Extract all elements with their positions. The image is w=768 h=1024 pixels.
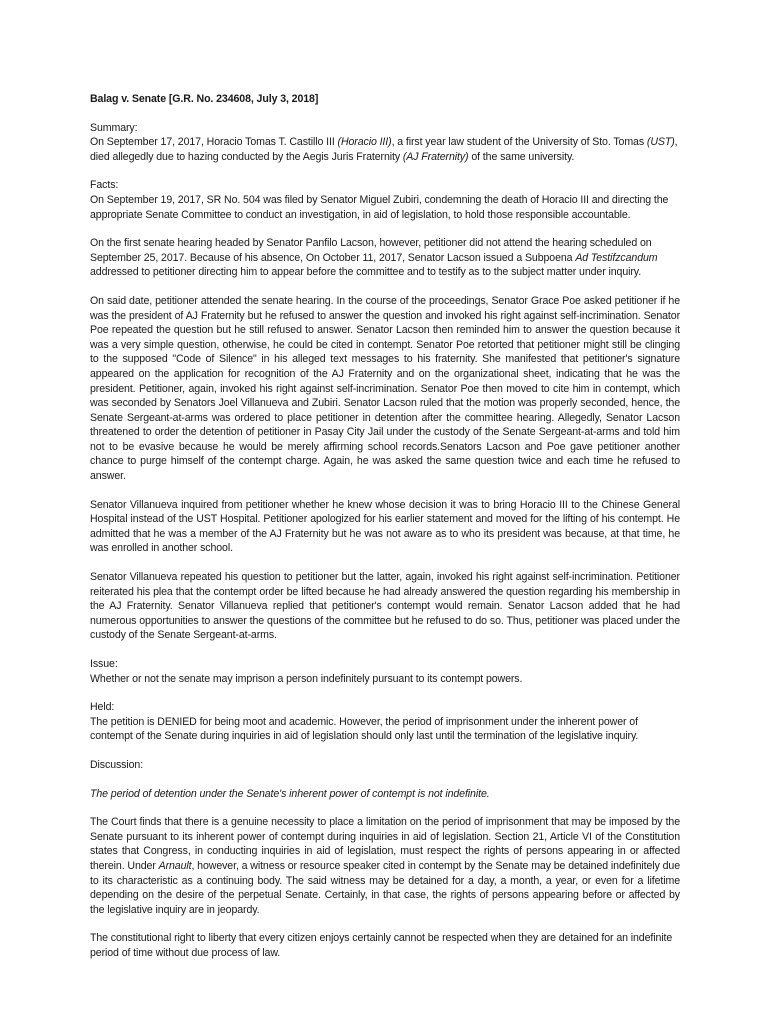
facts-section bbox=[90, 178, 680, 222]
facts-label: Facts: bbox=[90, 179, 119, 192]
summary-section bbox=[90, 121, 680, 165]
discussion-heading-italic: The period of detention under the Senate's inherent power of contempt is not indefinite. bbox=[90, 787, 490, 800]
facts-paragraph-2 bbox=[90, 236, 680, 280]
summary-label: Summary: bbox=[90, 121, 138, 134]
summary-text-part: of the same university. bbox=[468, 150, 575, 163]
discussion-p1-part: The Court finds that there is a genuine necessity to place a limitation on the period of imprisonment that may be imposed by the Senate pursuant to its inherent power of contempt during inquiries in aid of legislation. Section 21, Article VI of the Constitution states that Congress, in conducting inquiries in aid of legislation, must respect the rights of persons appearing in or affected therein. Under bbox=[90, 816, 680, 872]
held-label: Held: bbox=[90, 701, 115, 714]
held-section bbox=[90, 700, 680, 744]
summary-text bbox=[90, 135, 680, 164]
discussion-section bbox=[90, 758, 680, 773]
facts-paragraph-2-text bbox=[90, 236, 680, 280]
issue-label: Issue: bbox=[90, 658, 118, 670]
discussion-paragraph-1-text bbox=[90, 815, 680, 917]
facts-paragraph-4-text: Senator Villanueva inquired from petitioner whether he knew whose decision it was to bring Horacio III to the Chinese General Hospital instead of the UST Hospital. Petitioner apologized for his earlier statement and moved for the lifting of his contempt. He admitted that he was a member of the AJ Fraternity but he was not aware as to who its president was because, at that time, he was enrolled in another school. bbox=[90, 498, 680, 555]
discussion-paragraph-2-text: The constitutional right to liberty that every citizen enjoys certainly cannot be respected when they are detained for an indefinite period of time without due process of law. bbox=[90, 932, 673, 959]
summary-text-part: , a first year law student of the University of Sto. Tomas bbox=[391, 136, 647, 149]
facts-p2-italic: Ad Testifzcandum bbox=[575, 251, 658, 264]
case-title: Balag v. Senate [G.R. No. 234608, July 3, 2018] bbox=[90, 93, 319, 105]
facts-paragraph-4 bbox=[90, 498, 680, 556]
issue-text: Whether or not the senate may imprison a person indefinitely pursuant to its contempt powers. bbox=[90, 672, 523, 685]
summary-text-part: On September 17, 2017, Horacio Tomas T. Castillo III bbox=[90, 136, 338, 149]
document-page bbox=[90, 92, 680, 975]
facts-paragraph-5-text: Senator Villanueva repeated his question to petitioner but the latter, again, invoked his right against self-incrimination. Petitioner reiterated his plea that the contempt order be lifted because he had already answered the question regarding his membership in the AJ Fraternity. Senator Villanueva replied that petitioner's contempt would remain. Senator Lacson added that he had numerous opportunities to answer the questions of the committee but he refused to do so. Thus, petitioner was placed under the custody of the Senate Sergeant-at-arms. bbox=[90, 571, 680, 642]
discussion-p1-italic: Arnault bbox=[158, 859, 192, 872]
discussion-paragraph-2 bbox=[90, 931, 680, 960]
summary-text-part: , died allegedly due to hazing conducted by the Aegis Juris Fraternity bbox=[90, 136, 678, 163]
facts-paragraph-5 bbox=[90, 570, 680, 643]
facts-paragraph-3-text: On said date, petitioner attended the senate hearing. In the course of the proceedings, Senator Grace Poe asked petitioner if he was the president of AJ Fraternity but he refused to answer the question and invoked his right against self-incrimination. Senator Poe repeated the question but he still refused to answer. Senator Lacson then reminded him to answer the question because it was a very simple question, otherwise, he could be cited in contempt. Senator Poe retorted that petitioner might still be clinging to the supposed "Code of Silence" in his alleged text messages to his fraternity. She manifested that petitioner's signature appeared on the application for recognition of the AJ Fraternity and on the organizational sheet, indicating that he was the president. Petitioner, again, invoked his right against self-incrimination. Senator Poe then moved to cite him in contempt, which was seconded by Senators Joel Villanueva and Zubiri. Senator Lacson ruled that the motion was properly seconded, hence, the Senate Sergeant-at-arms was ordered to place petitioner in detention after the committee hearing. Allegedly, Senator Lacson threatened to order the detention of petitioner in Pasay City Jail under the custody of the Senate Sergeant-at-arms and told him not to be evasive because he would be merely affirming school records.Senators Lacson and Poe gave petitioner another chance to purge himself of the contempt charge. Again, he was asked the same question twice and each time he refused to answer. bbox=[90, 294, 680, 483]
discussion-heading bbox=[90, 787, 680, 802]
summary-italic-horacio: (Horacio III) bbox=[337, 136, 392, 149]
discussion-heading-block bbox=[90, 787, 680, 802]
facts-paragraph-3 bbox=[90, 294, 680, 484]
summary-italic-aj: (AJ Fraternity) bbox=[402, 150, 469, 163]
summary-italic-ust: (UST) bbox=[646, 136, 675, 149]
issue-section bbox=[90, 657, 680, 686]
discussion-paragraph-1 bbox=[90, 815, 680, 917]
facts-paragraph-1: On September 19, 2017, SR No. 504 was filed by Senator Miguel Zubiri, condemning the death of Horacio III and directing the appropriate Senate Committee to conduct an investigation, in aid of legislation, to hold those responsible accountable. bbox=[90, 193, 669, 221]
held-text: The petition is DENIED for being moot and academic. However, the period of imprisonment under the inherent power of contempt of the Senate during inquiries in aid of legislation should only last until the termination of the legislative inquiry. bbox=[90, 715, 639, 743]
facts-p2-part: addressed to petitioner directing him to appear before the committee and to testify as to the subject matter under inquiry. bbox=[90, 266, 642, 279]
discussion-p1-part: , however, a witness or resource speaker cited in contempt by the Senate may be detained indefinitely due to its characteristic as a continuing body. The said witness may be detained for a day, a month, a year, or even for a lifetime depending on the desire of the perpetual Senate. Certainly, in that case, the rights of persons appearing before or affected by the legislative inquiry are in jeopardy. bbox=[90, 859, 680, 916]
discussion-label: Discussion: bbox=[90, 758, 144, 771]
facts-p2-part: On the first senate hearing headed by Senator Panfilo Lacson, however, petitioner did not attend the hearing scheduled on September 25, 2017. Because of his absence, On October 11, 2017, Senator Lacson issued a Subpoena bbox=[90, 237, 652, 264]
